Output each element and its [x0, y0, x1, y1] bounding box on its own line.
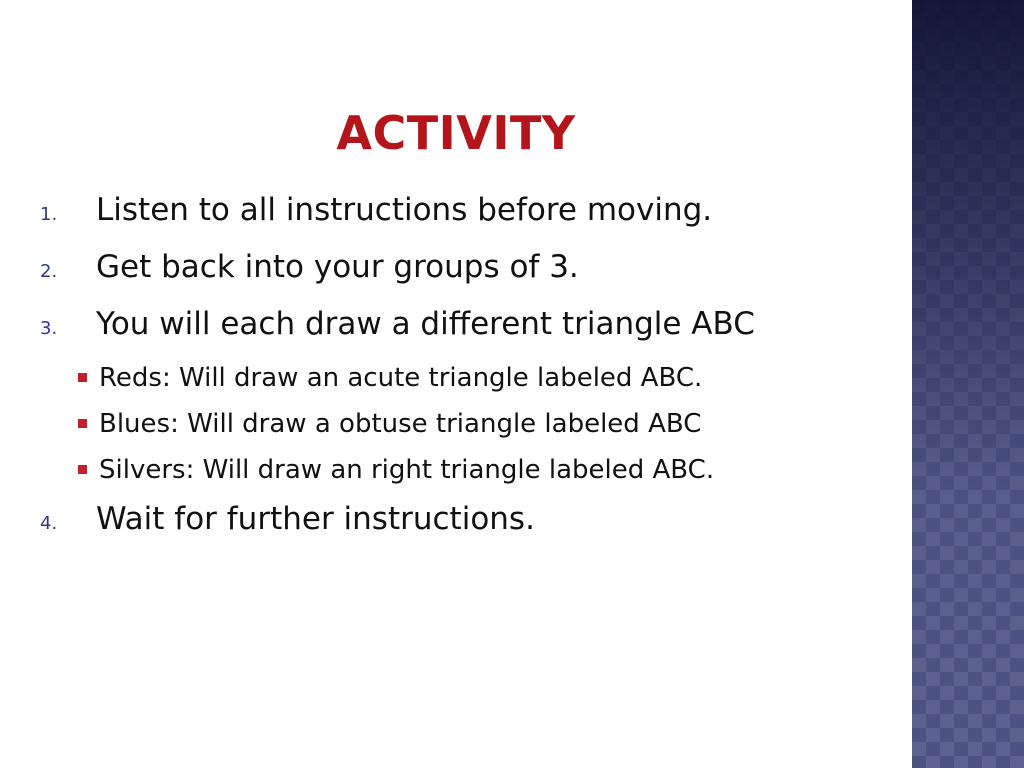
list-item [40, 184, 900, 241]
sub-list-item [78, 355, 900, 401]
sub-list-item [78, 401, 900, 447]
list-item [40, 298, 900, 355]
list-number: 2. [40, 261, 58, 282]
list-item-text: You will each draw a different triangle ABC [96, 306, 755, 342]
sub-list-item-text: Silvers: Will draw an right triangle labeled ABC. [99, 455, 715, 485]
square-bullet-icon [78, 465, 87, 474]
list-item [40, 493, 900, 550]
instruction-list [40, 184, 900, 550]
sub-list-item-text: Blues: Will draw a obtuse triangle labeled ABC [99, 409, 702, 439]
sub-list-item-text: Reds: Will draw an acute triangle labeled ABC. [99, 363, 703, 393]
list-number: 4. [40, 513, 58, 534]
square-bullet-icon [78, 373, 87, 382]
list-item-text: Wait for further instructions. [96, 501, 535, 537]
list-item-text: Listen to all instructions before moving. [96, 192, 713, 228]
list-number: 1. [40, 204, 58, 225]
slide-title: ACTIVITY [336, 106, 576, 160]
decorative-side-band [912, 0, 1024, 768]
list-item [40, 241, 900, 298]
list-number: 3. [40, 318, 58, 339]
list-item-text: Get back into your groups of 3. [96, 249, 579, 285]
square-bullet-icon [78, 419, 87, 428]
sub-list-item [78, 447, 900, 493]
